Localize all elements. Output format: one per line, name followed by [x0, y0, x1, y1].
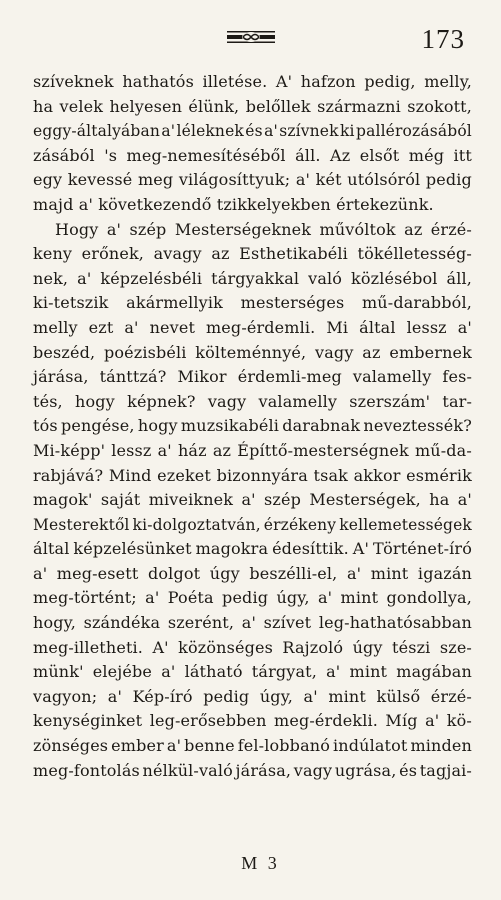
page-header [0, 22, 501, 62]
text-line: majd a' következendő tzikkelyekben értekezünk. [33, 194, 434, 214]
text-line: a' meg-esett dolgot úgy beszélli-el, a' mint igazán [33, 563, 472, 583]
text-line: kenységinket leg-erősebben meg-érdekli. Míg a' kö- [33, 711, 472, 731]
text-line: eggy-általyában a' léleknek és a' szívnek ki pallérozásából [33, 122, 472, 141]
text-line: magok' saját miveiknek a' szép Mesterségek, ha a' [33, 490, 472, 510]
text-line: rabjává? Mind ezeket bizonnyára tsak akkor esmérik [33, 465, 472, 485]
text-line: ha velek helyesen élünk, belőllek származni szokott, [33, 96, 472, 116]
text-line: hogy, szándéka szerént, a' szívet leg-hathatósabban [33, 613, 472, 633]
text-line: keny erőnek, avagy az Esthetikabéli tökélletesség- [33, 244, 472, 264]
text-line: egy kevessé meg világosíttyuk; a' két utólsóról pedig [33, 170, 472, 190]
text-line: ki-tetszik akármellyik mesterséges mű-darabból, [33, 293, 472, 313]
text-line: zönséges ember a' benne fel-lobbanó indúlatot minden [33, 736, 472, 756]
text-line: vagyon; a' Kép-író pedig úgy, a' mint külső érzé- [33, 686, 472, 706]
text-line: tés, hogy képnek? vagy valamelly szerszám' tar- [33, 391, 472, 411]
text-line: tós pengése, hogy muzsikabéli darabnak neveztessék? [33, 416, 472, 436]
text-line: által képzelésünket magokra édesíttik. A' Történet-író [33, 539, 472, 559]
body-text [33, 70, 472, 783]
text-line: nek, a' képzelésbéli tárgyakkal való közlésébol áll, [33, 268, 472, 288]
text-line: zásából 's meg-nemesítéséből áll. Az elsőt még itt [33, 145, 472, 165]
text-line: szíveknek hathatós illetése. A' hafzon pedig, melly, [33, 72, 472, 91]
signature-mark: M 3 [241, 853, 280, 873]
text-line: meg-fontolás nélkül-való járása, vagy ugrása, és tagjai- [33, 760, 472, 780]
text-line: Mi-képp' lessz a' ház az Építtő-mesterségnek mű-da- [33, 440, 472, 460]
text-line: járása, tánttzá? Mikor érdemli-meg valamelly fes- [33, 367, 472, 387]
text-line: meg-történt; a' Poéta pedig úgy, a' mint gondollya, [33, 588, 472, 608]
text-line: beszéd, poézisbéli költeménnyé, vagy az embernek [33, 342, 472, 362]
page-footer [0, 853, 501, 874]
decorative-rule-ornament-icon [226, 30, 276, 44]
text-line: Mesterektől ki-dolgoztatván, érzékeny kellemetességek [33, 515, 472, 534]
page-number: 173 [421, 24, 465, 54]
text-line: meg-illetheti. A' közönséges Rajzoló úgy tészi sze- [33, 637, 472, 657]
text-line: melly ezt a' nevet meg-érdemli. Mi által lessz a' [33, 317, 472, 337]
text-line: münk' elejébe a' látható tárgyat, a' mint magában [33, 662, 472, 682]
text-line: Hogy a' szép Mesterségeknek művóltok az érzé- [55, 219, 472, 239]
